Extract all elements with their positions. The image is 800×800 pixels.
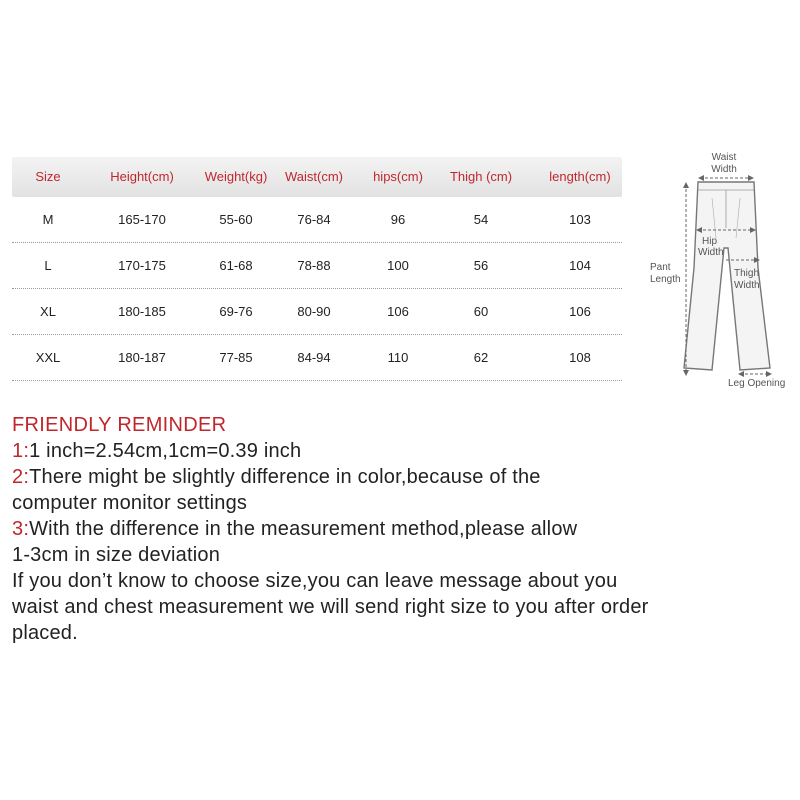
reminder-note [12,516,792,542]
pants-measurement-diagram [640,148,800,398]
table-cell: 60 [473,304,489,319]
header-weight: Weight(kg) [204,169,268,184]
size-table [12,157,622,381]
reminder-title: FRIENDLY REMINDER [12,414,227,436]
table-cell: 56 [473,258,489,273]
table-cell: 84-94 [297,350,331,365]
reminder-note [12,568,792,594]
header-size: Size [35,169,61,184]
hip-label: Width [698,247,724,258]
table-cell: 103 [569,212,591,227]
hip-label: Hip [702,236,718,247]
table-cell: 78-88 [297,258,331,273]
table-row [12,289,622,335]
table-cell: 61-68 [219,258,253,273]
table-cell: M [42,212,54,227]
table-cell: 110 [387,350,409,365]
table-cell: 180-187 [118,350,166,365]
table-cell: 180-185 [118,304,166,319]
header-thigh: Thigh (cm) [449,169,513,184]
table-header [12,157,622,197]
table-row [12,197,622,243]
note-text: 1 inch=2.54cm,1cm=0.39 inch [29,440,302,462]
pant-length-label: Length [650,274,681,285]
table-cell: 62 [473,350,489,365]
thigh-label: Width [734,280,760,291]
thigh-label: Thigh [734,268,760,279]
table-cell: 76-84 [297,212,331,227]
reminder-note [12,438,792,464]
reminder-note [12,490,792,516]
header-waist: Waist(cm) [284,169,344,184]
note-text: If you don’t know to choose size,you can leave message about you [12,570,618,592]
table-cell: 100 [387,258,409,273]
note-text: 1-3cm in size deviation [12,544,221,566]
reminder-note [12,464,792,490]
reminder-note [12,620,792,646]
table-cell: 108 [569,350,591,365]
table-cell: XL [40,304,56,319]
pants-outline-icon [640,148,800,398]
note-number: 1: [12,440,30,462]
table-cell: 106 [387,304,409,319]
waist-label: Width [711,164,737,175]
table-cell: 165-170 [118,212,166,227]
table-cell: 55-60 [219,212,253,227]
header-height: Height(cm) [110,169,174,184]
table-cell: L [44,258,52,273]
note-text: placed. [12,622,78,644]
table-cell: 104 [569,258,591,273]
note-number: 3: [12,518,30,540]
note-text: computer monitor settings [12,492,248,514]
reminder-note [12,542,792,568]
table-cell: 80-90 [297,304,331,319]
table-cell: 77-85 [219,350,253,365]
note-text: waist and chest measurement we will send right size to you after order [12,596,649,618]
table-cell: 96 [390,212,406,227]
table-cell: 54 [473,212,489,227]
header-length: length(cm) [549,169,611,184]
table-cell: 69-76 [219,304,253,319]
waist-label: Waist [711,152,737,163]
leg-opening-label: Leg Opening [728,378,786,389]
table-row [12,335,622,381]
table-cell: 170-175 [118,258,166,273]
reminder-note [12,594,792,620]
pant-length-label: Pant [650,262,671,273]
table-row [12,243,622,289]
friendly-reminder [12,412,792,646]
note-text: There might be slightly difference in color,because of the [29,466,541,488]
table-cell: 106 [569,304,591,319]
note-number: 2: [12,466,30,488]
note-text: With the difference in the measurement method,please allow [29,518,578,540]
header-hips: hips(cm) [373,169,423,184]
table-cell: XXL [35,350,61,365]
